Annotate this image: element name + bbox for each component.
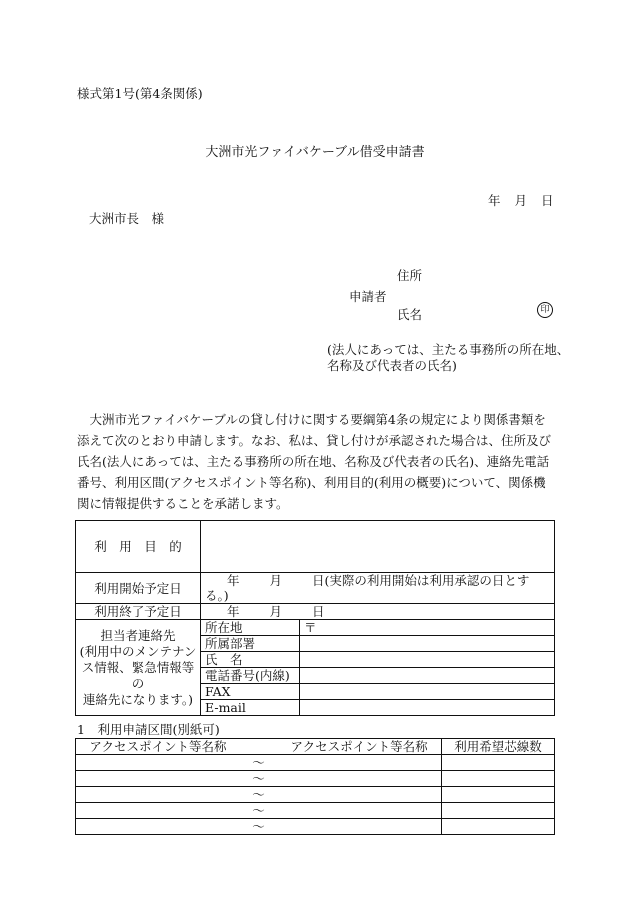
route-cores-cell[interactable] xyxy=(442,819,555,835)
route-section-cell[interactable] xyxy=(76,787,442,803)
contact-field-value[interactable] xyxy=(300,684,555,700)
route-cores-cell[interactable] xyxy=(442,755,555,771)
contact-field-value[interactable] xyxy=(300,700,555,716)
contact-field-label: 所属部署 xyxy=(201,636,300,652)
date-year: 年 xyxy=(488,193,501,208)
route-tilde: 〜 xyxy=(252,787,265,802)
route-section-cell[interactable] xyxy=(76,803,442,819)
contact-label-line: 担当者連絡先 xyxy=(100,627,176,643)
date-day: 日 xyxy=(541,193,554,208)
route-header-to: アクセスポイント等名称 xyxy=(290,739,428,754)
contact-label-line: ス情報、緊急情報等の xyxy=(81,659,195,691)
route-row xyxy=(76,803,555,819)
contact-field-label: 氏 名 xyxy=(201,652,300,668)
contact-field-value[interactable]: 〒 xyxy=(300,620,555,636)
start-year: 年 xyxy=(227,573,240,588)
contact-row xyxy=(76,620,555,636)
corporate-note-line2: 名称及び代表者の氏名) xyxy=(327,358,457,373)
route-tilde: 〜 xyxy=(252,819,265,834)
contact-field-label: FAX xyxy=(201,684,300,700)
contact-field-value[interactable] xyxy=(300,668,555,684)
document-title: 大洲市光ファイバケーブル借受申請書 xyxy=(205,145,425,160)
route-row xyxy=(76,771,555,787)
route-row xyxy=(76,787,555,803)
section-1-heading: 1 利用申請区間(別紙可) xyxy=(77,722,220,737)
start-day: 日(実際の利用開始は利用承認の日とする。) xyxy=(205,573,530,603)
route-row xyxy=(76,755,555,771)
end-day: 日 xyxy=(312,604,325,619)
purpose-row xyxy=(76,521,555,573)
route-section-cell[interactable] xyxy=(76,755,442,771)
route-header-cell xyxy=(76,739,442,755)
start-month: 月 xyxy=(269,573,283,588)
contact-field-label: 所在地 xyxy=(201,620,300,636)
contact-label xyxy=(76,620,201,716)
contact-label-line: 連絡先になります。) xyxy=(82,691,194,707)
end-date-label: 利用終了予定日 xyxy=(76,604,201,620)
applicant-label: 申請者 xyxy=(349,289,387,304)
route-header-from: アクセスポイント等名称 xyxy=(89,739,227,754)
application-details-table xyxy=(75,520,555,716)
route-cores-cell[interactable] xyxy=(442,787,555,803)
addressee: 大洲市長 様 xyxy=(89,211,165,226)
application-statement: 大洲市光ファイバケーブルの貸し付けに関する要綱第4条の規定により関係書類を添えて次のとおり申請します。なお、私は、貸し付けが承認された場合は、住所及び氏名(法人にあっては、主たる事務所の所在地、名称及び代表者の氏名)、連絡先電話番号、利用区間(アクセスポイント等名称)、利用目的(利用の概要)について、関係機関に情報提供することを承諾します。 xyxy=(77,412,552,511)
end-date-value[interactable] xyxy=(201,604,555,620)
route-tilde: 〜 xyxy=(252,803,265,818)
route-row xyxy=(76,819,555,835)
date-line xyxy=(488,191,554,209)
route-header-cores: 利用希望芯線数 xyxy=(442,739,555,755)
start-date-row xyxy=(76,573,555,604)
contact-label-line: (利用中のメンテナン xyxy=(79,643,197,659)
form-number: 様式第1号(第4条関係) xyxy=(77,86,203,101)
purpose-label: 利 用 目 的 xyxy=(76,521,201,573)
route-section-cell[interactable] xyxy=(76,819,442,835)
contact-field-label: 電話番号(内線) xyxy=(201,668,300,684)
contact-field-value[interactable] xyxy=(300,652,555,668)
route-cores-cell[interactable] xyxy=(442,803,555,819)
route-table xyxy=(75,738,555,835)
start-date-value[interactable] xyxy=(201,573,555,604)
route-tilde: 〜 xyxy=(252,755,265,770)
corporate-note-line1: (法人にあっては、主たる事務所の所在地、 xyxy=(327,342,570,357)
contact-field-label: E-mail xyxy=(201,700,300,716)
end-month: 月 xyxy=(269,604,283,619)
purpose-value[interactable] xyxy=(201,521,555,573)
route-header-row xyxy=(76,739,555,755)
end-date-row xyxy=(76,604,555,620)
route-tilde: 〜 xyxy=(252,771,265,786)
date-month: 月 xyxy=(514,193,528,208)
seal-mark: 印 xyxy=(537,302,553,318)
name-label: 氏名 xyxy=(397,307,423,322)
route-cores-cell[interactable] xyxy=(442,771,555,787)
address-label: 住所 xyxy=(397,268,423,283)
end-year: 年 xyxy=(227,604,240,619)
route-section-cell[interactable] xyxy=(76,771,442,787)
contact-field-value[interactable] xyxy=(300,636,555,652)
start-date-label: 利用開始予定日 xyxy=(76,573,201,604)
